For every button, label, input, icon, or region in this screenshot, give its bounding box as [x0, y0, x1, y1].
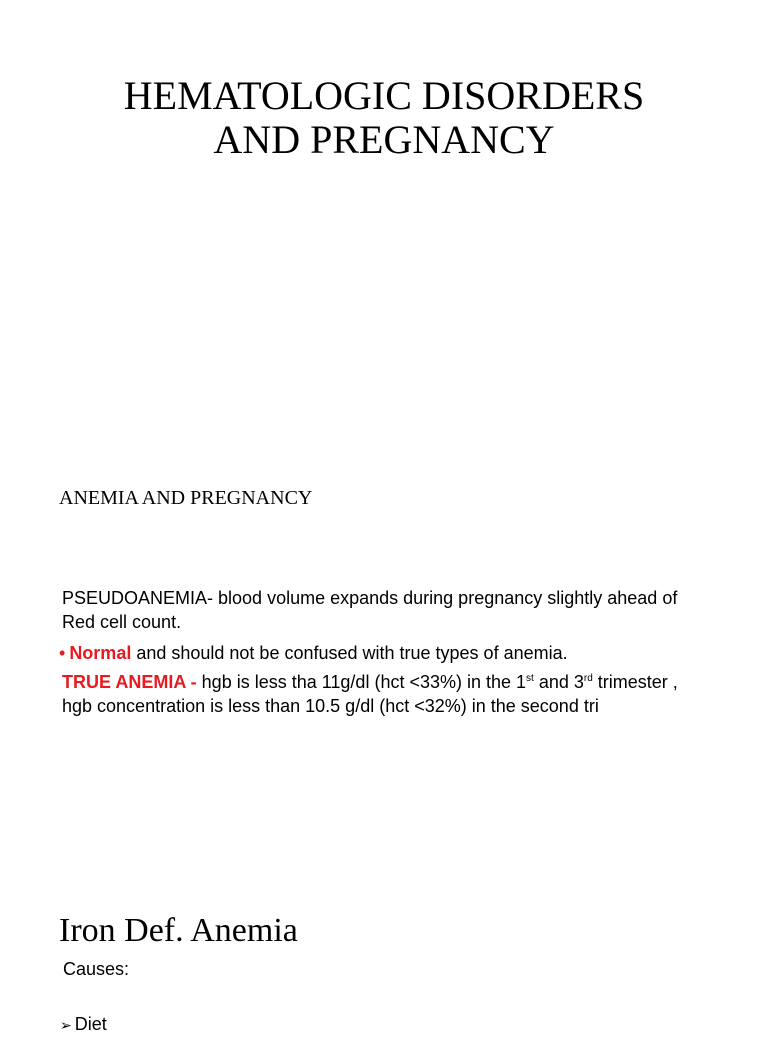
normal-label: Normal	[69, 643, 132, 663]
true-anemia-text-b: and 3	[533, 672, 584, 692]
normal-bullet	[59, 641, 712, 665]
true-anemia-text-c: trimester , hgb concentration is less than 10.5 g/dl (hct <32%) in the second tri	[62, 672, 678, 716]
superscript-rd: rd	[583, 673, 593, 684]
anemia-body-text	[59, 586, 712, 718]
true-anemia-label: TRUE ANEMIA -	[62, 672, 202, 692]
causes-label: Causes:	[63, 959, 130, 979]
superscript-st: st	[526, 673, 534, 684]
bullet-icon: •	[59, 643, 66, 663]
section-title-anemia-pregnancy: ANEMIA AND PREGNANCY	[59, 487, 313, 509]
true-anemia-paragraph	[62, 670, 712, 718]
arrow-bullet-icon: ➢	[60, 1017, 72, 1033]
slide-title-hematologic-disorders	[0, 74, 768, 162]
causes-sub-item	[60, 1012, 107, 1037]
true-anemia-text-a: hgb is less tha 11g/dl (hct <33%) in the 1	[201, 672, 527, 692]
pseudoanemia-paragraph: PSEUDOANEMIA- blood volume expands during pregnancy slightly ahead of Red cell count.	[62, 588, 678, 632]
title-line-2: AND PREGNANCY	[213, 117, 555, 162]
title-line-1: HEMATOLOGIC DISORDERS	[123, 73, 645, 118]
diet-item: Diet	[74, 1014, 107, 1034]
section-title-iron-def-anemia: Iron Def. Anemia	[59, 912, 298, 949]
normal-text: and should not be confused with true types of anemia.	[131, 643, 568, 663]
